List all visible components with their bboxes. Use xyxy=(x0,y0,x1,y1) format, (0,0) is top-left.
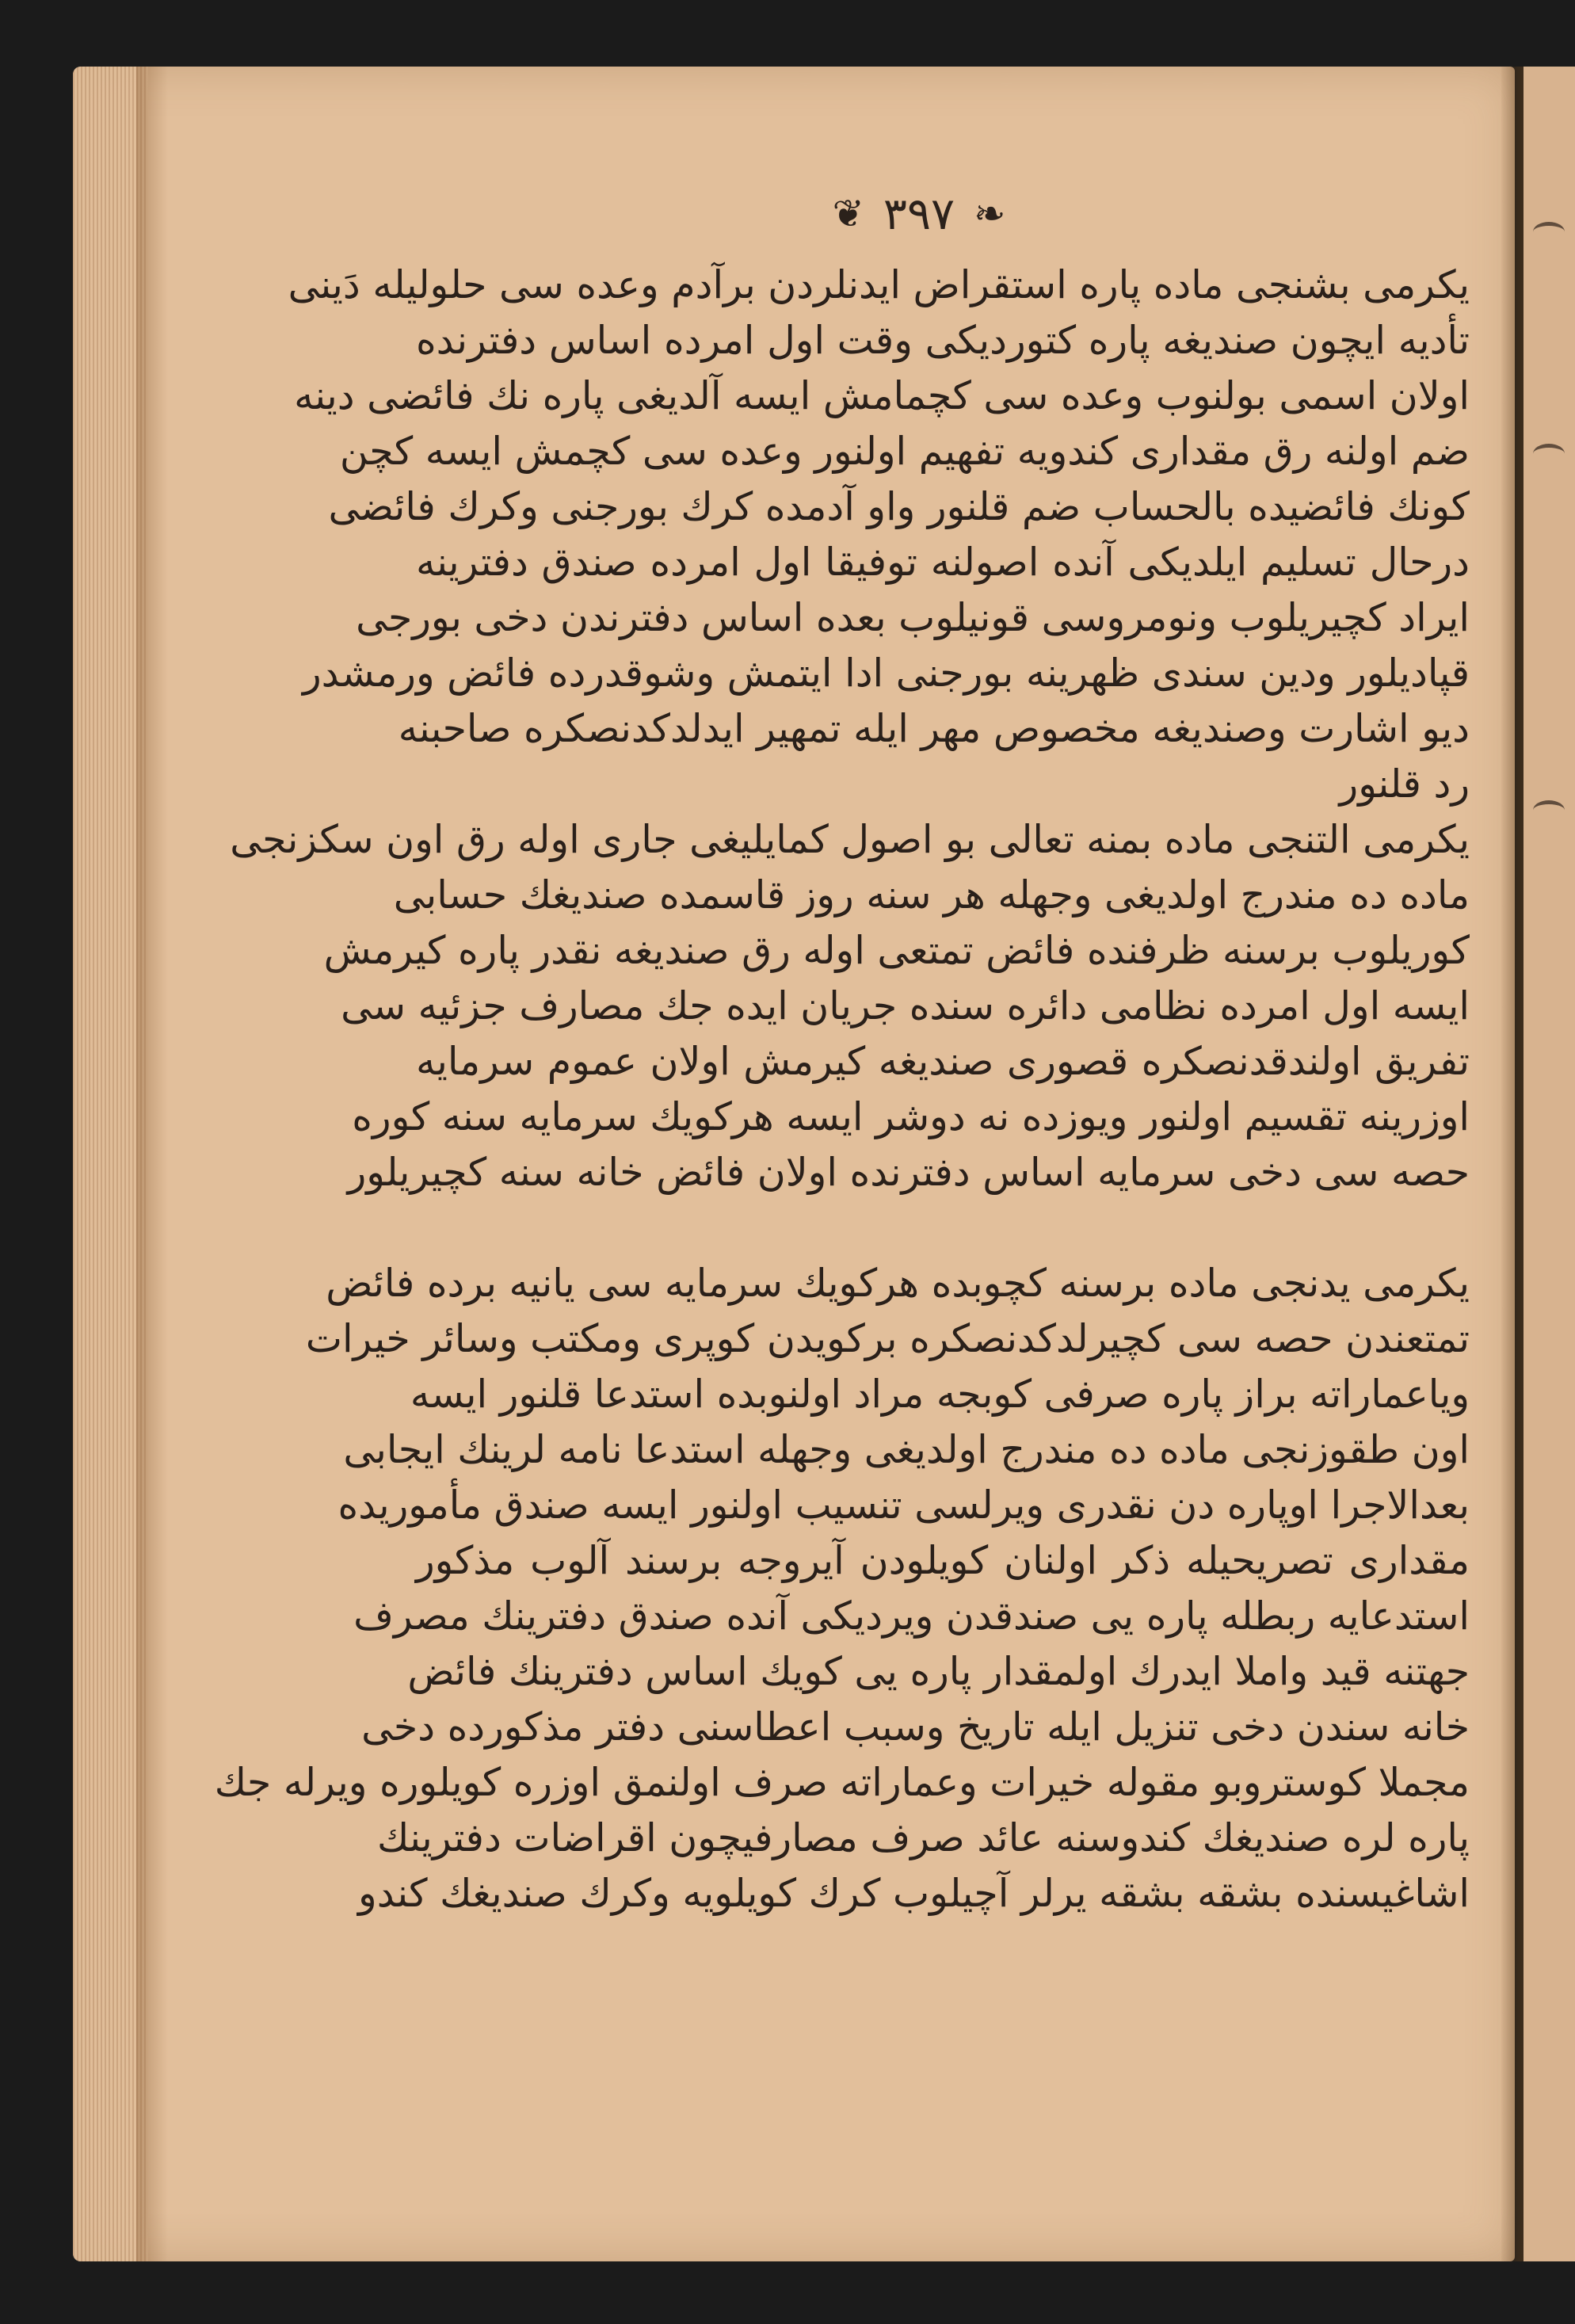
text-line: اولان اسمی بولنوب وعده سی کچمامش ایسه آلدیغی پاره نك فائضی دینه xyxy=(294,373,1470,418)
text-line: ماده ده مندرج اولدیغی وجهله هر سنه روز قاسمده صندیغك حسابی xyxy=(393,872,1470,918)
facing-page-edge xyxy=(1524,67,1575,2261)
text-line: ضم اولنه رق مقداری کندویه تفهیم اولنور وعده سی کچمش ایسه کچن xyxy=(339,429,1470,474)
text-line: یکرمی التنجی ماده بمنه تعالی بو اصول کمایلیغی جاری اوله رق اون سکزنجی xyxy=(230,817,1470,862)
text-line: بعدالاجرا اوپاره دن نقدری ویرلسی تنسیب اولنور ایسه صندق مأموریده xyxy=(338,1483,1470,1528)
text-line: تمتعندن حصه سی کچیرلدکدنصکره برکویدن کوپری ومکتب وسائر خیرات xyxy=(305,1316,1470,1361)
page-edges-shadow xyxy=(136,67,168,2261)
article-27 xyxy=(214,1256,1470,1921)
text-line: یکرمی بشنجی ماده پاره استقراض ایدنلردن برآدم وعده سی حلولیله دَینی xyxy=(288,262,1470,307)
page-number: ٣٩٧ xyxy=(883,188,955,240)
text-line: خانه سندن دخی تنزیل ایله تاریخ وسبب اعطاسنی دفتر مذکورده دخی xyxy=(361,1704,1470,1750)
text-line: پاره لره صندیغك کندوسنه عائد صرف مصارفیچون اقراضات دفترینك xyxy=(376,1815,1470,1860)
article-26 xyxy=(230,812,1470,1200)
text-line: کونك فائضیده بالحساب ضم قلنور واو آدمده کرك بورجنی وکرك فائضی xyxy=(328,484,1470,529)
text-line: جهتنه قید واملا ایدرك اولمقدار پاره یی کویك اساس دفترینك فائض xyxy=(407,1649,1470,1694)
facing-page-ink xyxy=(1533,444,1565,464)
text-column xyxy=(214,258,1470,1921)
ornament-right-icon: ❧ xyxy=(974,192,1006,236)
text-line: استدعایه ربطله پاره یی صندقدن ویردیکی آنده صندق دفترینك مصرف xyxy=(353,1593,1470,1639)
paragraph-gap xyxy=(416,1200,1470,1256)
text-line: اون طقوزنجی ماده ده مندرج اولدیغی وجهله استدعا نامه لرینك ایجابی xyxy=(343,1427,1470,1472)
text-line: کوریلوب برسنه ظرفنده فائض تمتعی اوله رق صندیغه نقدر پاره کیرمش xyxy=(323,928,1470,973)
facing-page-ink xyxy=(1533,222,1565,242)
text-line: یکرمی یدنجی ماده برسنه کچوبده هرکویك سرمایه سی یانیه برده فائض xyxy=(326,1261,1470,1306)
text-line: ایسه اول امرده نظامی دائره سنده جریان ایده جك مصارف جزئیه سی xyxy=(341,983,1470,1028)
text-line: ویاعماراته براز پاره صرفی کوبجه مراد اولنوبده استدعا قلنور ایسه xyxy=(410,1372,1470,1417)
text-line: رد قلنور xyxy=(1339,761,1470,807)
ornament-left-icon: ❦ xyxy=(832,192,864,236)
text-line: تفریق اولندقدنصکره قصوری صندیغه کیرمش اولان عموم سرمایه xyxy=(416,1039,1470,1084)
text-line: تأدیه ایچون صندیغه پاره کتوردیکی وقت اول امرده اساس دفترنده xyxy=(416,318,1470,363)
text-line: مجملا کوستروبو مقوله خیرات وعماراته صرف اولنمق اوزره کویلوره ویرله جك xyxy=(214,1760,1470,1805)
book-gutter xyxy=(1501,67,1524,2261)
text-line: اشاغیسنده بشقه بشقه یرلر آچیلوب کرك کویلویه وکرك صندیغك کندو xyxy=(358,1871,1470,1916)
page-header xyxy=(792,182,1046,246)
text-line: حصه سی دخی سرمایه اساس دفترنده اولان فائض خانه سنه کچیریلور xyxy=(347,1150,1470,1195)
text-line: درحال تسلیم ایلدیکی آنده اصولنه توفیقا اول امرده صندق دفترینه xyxy=(416,540,1470,585)
text-line: دیو اشارت وصندیغه مخصوص مهر ایله تمهیر ایدلدکدنصکره صاحبنه xyxy=(398,706,1470,751)
article-25 xyxy=(288,258,1470,812)
text-line: مقداری تصریحیله ذکر اولنان کویلودن آیروجه برسند آلوب مذکور xyxy=(416,1538,1470,1583)
facing-page-ink xyxy=(1533,800,1565,820)
text-line: ایراد کچیریلوب ونومروسی قونیلوب بعده اساس دفترندن دخی بورجی xyxy=(356,595,1470,640)
text-line: قپادیلور ودین سندی ظهرینه بورجنی ادا ایتمش وشوقدرده فائض ورمشدر xyxy=(302,651,1470,696)
text-line: اوزرینه تقسیم اولنور ویوزده نه دوشر ایسه هرکویك سرمایه سنه کوره xyxy=(352,1094,1470,1139)
